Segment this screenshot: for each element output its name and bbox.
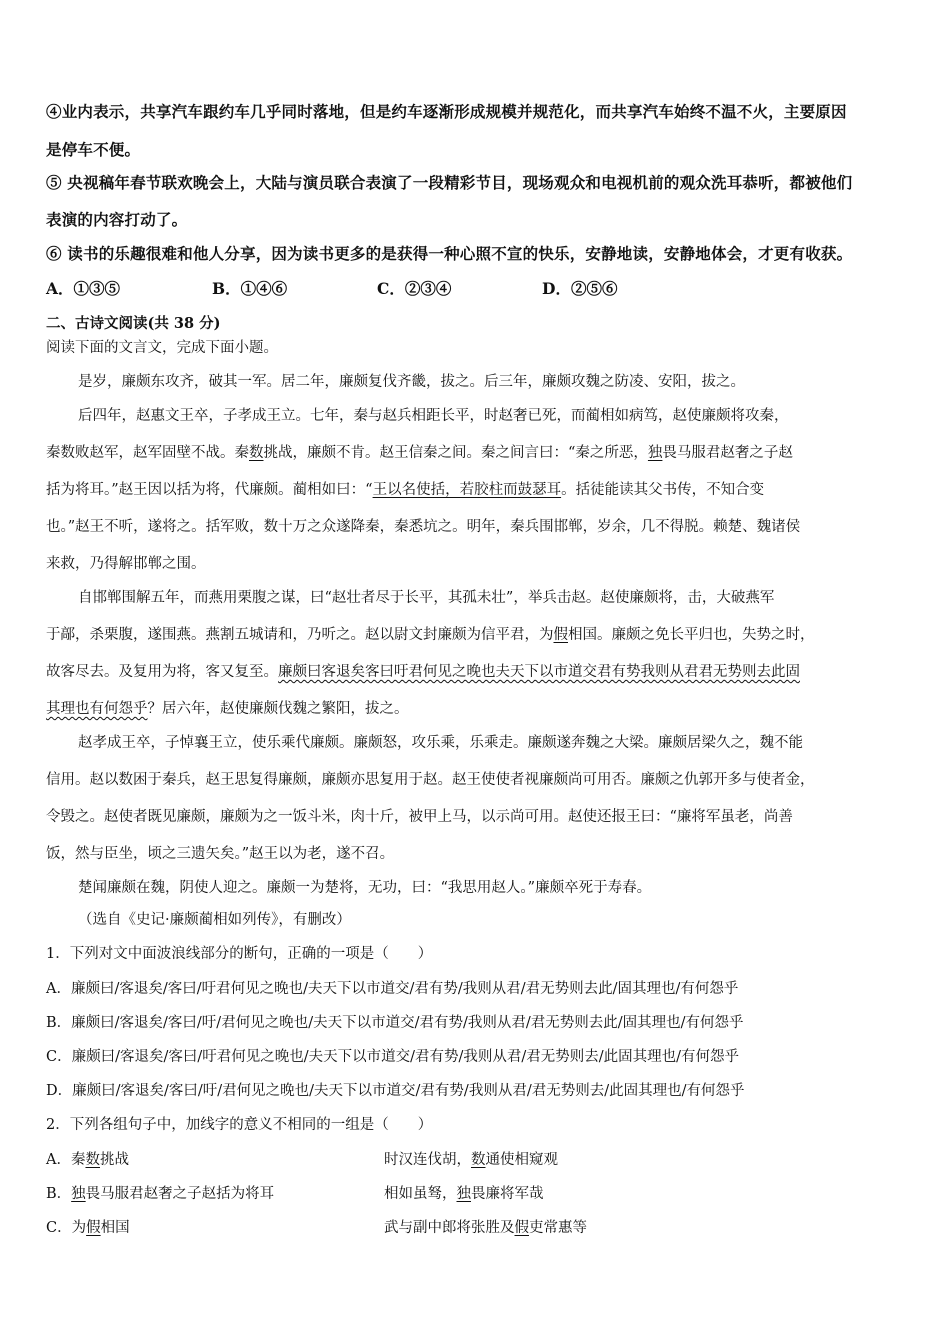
underlined-char: 独 (456, 1186, 471, 1202)
passage-source: （选自《史记·廉颇蔺相如列传》，有删改） (78, 912, 351, 928)
passage-p3-line-1: 自邯郸围解五年，而燕用栗腹之谋，曰“赵壮者尽于长平，其孤未壮”，举兵击赵。赵使廉颇将，击，大破燕军 (78, 590, 775, 606)
question-1-option-d: D．廉颇曰/客退矣/客曰/吁/君何见之晚也/夫天下以市道交/君有势/我则从君/君无势则去/此固其理也/有何怨乎 (46, 1083, 745, 1099)
option-d: D．②⑤⑥ (542, 279, 618, 298)
underlined-char: 假 (553, 627, 568, 643)
passage-p3-line-4: 其理也有何怨乎？居六年，赵使廉颇伐魏之繁阳，拔之。 (46, 701, 409, 717)
underlined-char: 数 (249, 445, 264, 461)
passage-p2-line-1: 后四年，赵惠文王卒，子孝成王立。七年，秦与赵兵相距长平，时赵奢已死，而蔺相如病笃，赵使廉颇将攻秦， (78, 408, 789, 424)
underlined-char: 数 (85, 1152, 100, 1168)
passage-p2-line-3: 括为将耳。”赵王因以括为将，代廉颇。蔺相如曰：“王以名使括，若胶柱而鼓瑟耳。括徒能读其父书传，不知合变 (46, 482, 765, 498)
item-6-line: ⑥ 读书的乐趣很难和他人分享，因为读书更多的是获得一种心照不宣的快乐，安静地读，安静地体会，才更有收获。 (46, 244, 853, 263)
item-4-line-2: 是停车不便。 (46, 140, 141, 159)
underlined-char: 数 (471, 1152, 486, 1168)
question-2-option-a-right: 时汉连伐胡，数通使相窥观 (384, 1152, 558, 1168)
question-2-option-c-right: 武与副中郎将张胜及假吏常惠等 (384, 1220, 587, 1236)
instruction: 阅读下面的文言文，完成下面小题。 (46, 340, 278, 356)
option-c: C．②③④ (377, 279, 452, 298)
passage-p4-line-3: 令毁之。赵使者既见廉颇，廉颇为之一饭斗米，肉十斤，被甲上马，以示尚可用。赵使还报王曰：“廉将军虽老，尚善 (46, 809, 793, 825)
passage-p5: 楚闻廉颇在魏，阴使人迎之。廉颇一为楚将，无功，曰：“我思用赵人。”廉颇卒死于寿春。 (78, 880, 652, 896)
underlined-sentence: 王以名使括，若胶柱而鼓瑟耳 (372, 482, 562, 498)
section-title: 二、古诗文阅读(共 38 分) (46, 315, 221, 332)
question-2-stem: 2．下列各组句子中，加线字的意义不相同的一组是（ ） (46, 1117, 433, 1133)
passage-p4-line-1: 赵孝成王卒，子悼襄王立，使乐乘代廉颇。廉颇怒，攻乐乘，乐乘走。廉颇遂奔魏之大梁。廉颇居梁久之，魏不能 (78, 735, 803, 751)
question-1-option-b: B．廉颇曰/客退矣/客曰/吁/君何见之晚也/夫天下以市道交/君有势/我则从君/君无势则去此/固其理也/有何怨乎 (46, 1015, 744, 1031)
option-b: B．①④⑥ (212, 279, 288, 298)
question-1-option-c: C．廉颇曰/客退矣/客曰/吁君何见之晚也/夫天下以市道交/君有势/我则从君/君无势则去/此固其理也/有何怨乎 (46, 1049, 740, 1065)
option-a: A．①③⑤ (46, 279, 121, 298)
passage-p1: 是岁，廉颇东攻齐，破其一军。居二年，廉颇复伐齐畿，拔之。后三年，廉颇攻魏之防凌、安阳，拔之。 (78, 374, 745, 390)
passage-p3-line-2: 于鄗，杀栗腹，遂围燕。燕割五城请和，乃听之。赵以尉文封廉颇为信平君，为假相国。廉颇之免长平归也，失势之时， (46, 627, 815, 643)
underlined-char: 假 (86, 1220, 101, 1236)
passage-p2-line-4: 也。”赵王不听，遂将之。括军败，数十万之众遂降秦，秦悉坑之。明年，秦兵围邯郸，岁余，几不得脱。赖楚、魏诸侯 (46, 519, 801, 535)
item-4-line-1: ④业内表示，共享汽车跟约车几乎同时落地，但是约车逐渐形成规模并规范化，而共享汽车始终不温不火，主要原因 (46, 102, 847, 121)
passage-p4-line-4: 饭，然与臣坐，顷之三遗矢矣。”赵王以为老，遂不召。 (46, 846, 395, 862)
question-1-option-a: A．廉颇曰/客退矣/客曰/吁君何见之晚也/夫天下以市道交/君有势/我则从君/君无势则去此/固其理也/有何怨乎 (46, 981, 739, 997)
wavy-underlined-text: 廉颇曰客退矣客曰吁君何见之晚也夫天下以市道交君有势我则从君君无势则去此固 (278, 664, 800, 680)
question-2-option-b-right: 相如虽驽，独畏廉将军哉 (384, 1186, 544, 1202)
passage-p3-line-3: 故客尽去。及复用为将，客又复至。廉颇曰客退矣客曰吁君何见之晚也夫天下以市道交君有势我则从君君无势则去此固 (46, 664, 800, 680)
question-2-option-c-left: C．为假相国 (46, 1220, 130, 1236)
passage-p2-line-2: 秦数败赵军，赵军固壁不战。秦数挑战，廉颇不肯。赵王信秦之间。秦之间言曰：“秦之所恶，独畏马服君赵奢之子赵 (46, 445, 793, 461)
question-2-option-b-left: B．独畏马服君赵奢之子赵括为将耳 (46, 1186, 275, 1202)
underlined-char: 独 (647, 445, 663, 461)
wavy-underlined-text: 其理也有何怨乎 (46, 701, 148, 717)
passage-p2-line-5: 来救，乃得解邯郸之围。 (46, 556, 206, 572)
underlined-char: 独 (71, 1186, 86, 1202)
item-5-line-2: 表演的内容打动了。 (46, 210, 188, 229)
underlined-char: 假 (514, 1220, 529, 1236)
passage-p4-line-2: 信用。赵以数困于秦兵，赵王思复得廉颇，廉颇亦思复用于赵。赵王使使者视廉颇尚可用否。廉颇之仇郭开多与使者金， (46, 772, 815, 788)
question-1-stem: 1．下列对文中面波浪线部分的断句，正确的一项是（ ） (46, 946, 433, 962)
question-2-option-a-left: A．秦数挑战 (46, 1152, 129, 1168)
item-5-line-1: ⑤ 央视稿年春节联欢晚会上，大陆与演员联合表演了一段精彩节目，现场观众和电视机前的观众洗耳恭听，都被他们 (46, 173, 853, 192)
